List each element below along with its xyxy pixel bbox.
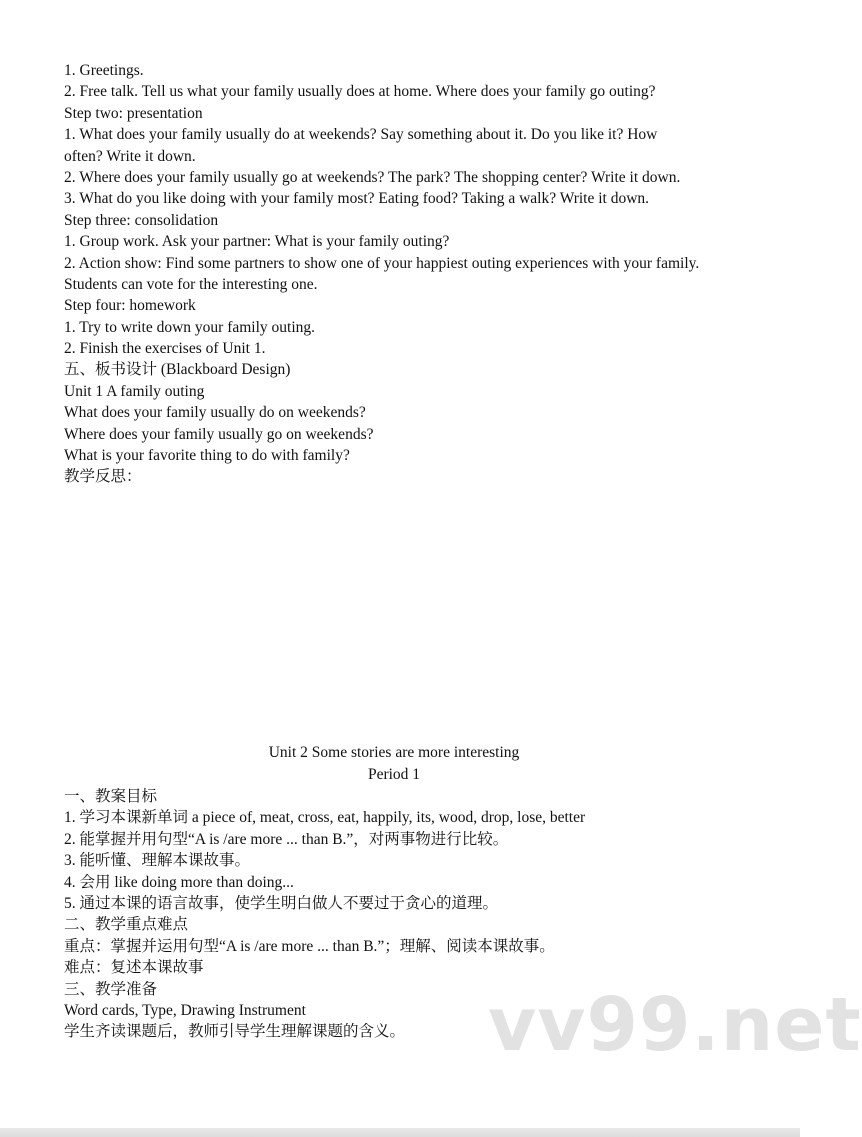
- text-line: 1. Group work. Ask your partner: What is your family outing?: [64, 233, 450, 251]
- text-line: Where does your family usually go on weekends?: [64, 425, 374, 443]
- text-line: 3. What do you like doing with your family most? Eating food? Taking a walk? Write it down.: [64, 190, 650, 208]
- text-line: 5. 通过本课的语言故事，使学生明白做人不要过于贪心的道理。: [64, 894, 499, 912]
- text-line: 4. 会用 like doing more than doing...: [64, 873, 294, 891]
- step-heading: Step two: presentation: [64, 104, 203, 122]
- text-line: Unit 1 A family outing: [64, 382, 205, 400]
- section-heading: 三、教学准备: [64, 980, 158, 998]
- text-line: 难点：复述本课故事: [64, 959, 204, 977]
- text-line: 2. Where does your family usually go at weekends? The park? The shopping center? Write it down.: [64, 168, 681, 186]
- step-heading: Step four: homework: [64, 297, 196, 315]
- text-line: 1. Greetings.: [64, 62, 144, 79]
- text-line: 1. What does your family usually do at weekends? Say something about it. Do you like it? How: [64, 126, 658, 144]
- text-line: 2. Finish the exercises of Unit 1.: [64, 340, 266, 358]
- section-heading: 二、教学重点难点: [64, 916, 189, 934]
- unit2-period: Period 1: [367, 766, 421, 783]
- step-heading: Step three: consolidation: [64, 211, 219, 229]
- text-line: 1. 学习本课新单词 a piece of, meat, cross, eat, happily, its, wood, drop, lose, better: [64, 809, 586, 827]
- text-line: 2. Action show: Find some partners to show one of your happiest outing experiences with your family.: [64, 254, 700, 272]
- text-line: Word cards, Type, Drawing Instrument: [64, 1001, 306, 1019]
- text-line: What does your family usually do on weekends?: [64, 404, 366, 422]
- page-bottom-edge: [0, 1128, 800, 1137]
- text-line: 2. 能掌握并用句型“A is /are more ... than B.”，对两事物进行比较。: [64, 830, 509, 848]
- text-line: 1. Try to write down your family outing.: [64, 318, 316, 336]
- section-heading: 教学反思：: [64, 468, 142, 486]
- text-line: 重点：掌握并运用句型“A is /are more ... than B.”；理解、阅读本课故事。: [64, 937, 555, 955]
- text-line: 学生齐读课题后，教师引导学生理解课题的含义。: [64, 1023, 406, 1041]
- text-line: often? Write it down.: [64, 147, 196, 165]
- unit2-title: Unit 2 Some stories are more interesting: [268, 744, 520, 761]
- text-line: 2. Free talk. Tell us what your family usually does at home. Where does your family go outing?: [64, 83, 656, 101]
- text-line: 3. 能听懂、理解本课故事。: [64, 852, 251, 870]
- section-heading: 五、板书设计 (Blackboard Design): [64, 361, 291, 379]
- text-line: Students can vote for the interesting one.: [64, 275, 318, 293]
- watermark: vv99.net: [488, 982, 862, 1068]
- section-heading: 一、教案目标: [64, 788, 158, 805]
- lesson-plan-section-unit1: [64, 60, 744, 488]
- text-line: What is your favorite thing to do with family?: [64, 447, 350, 465]
